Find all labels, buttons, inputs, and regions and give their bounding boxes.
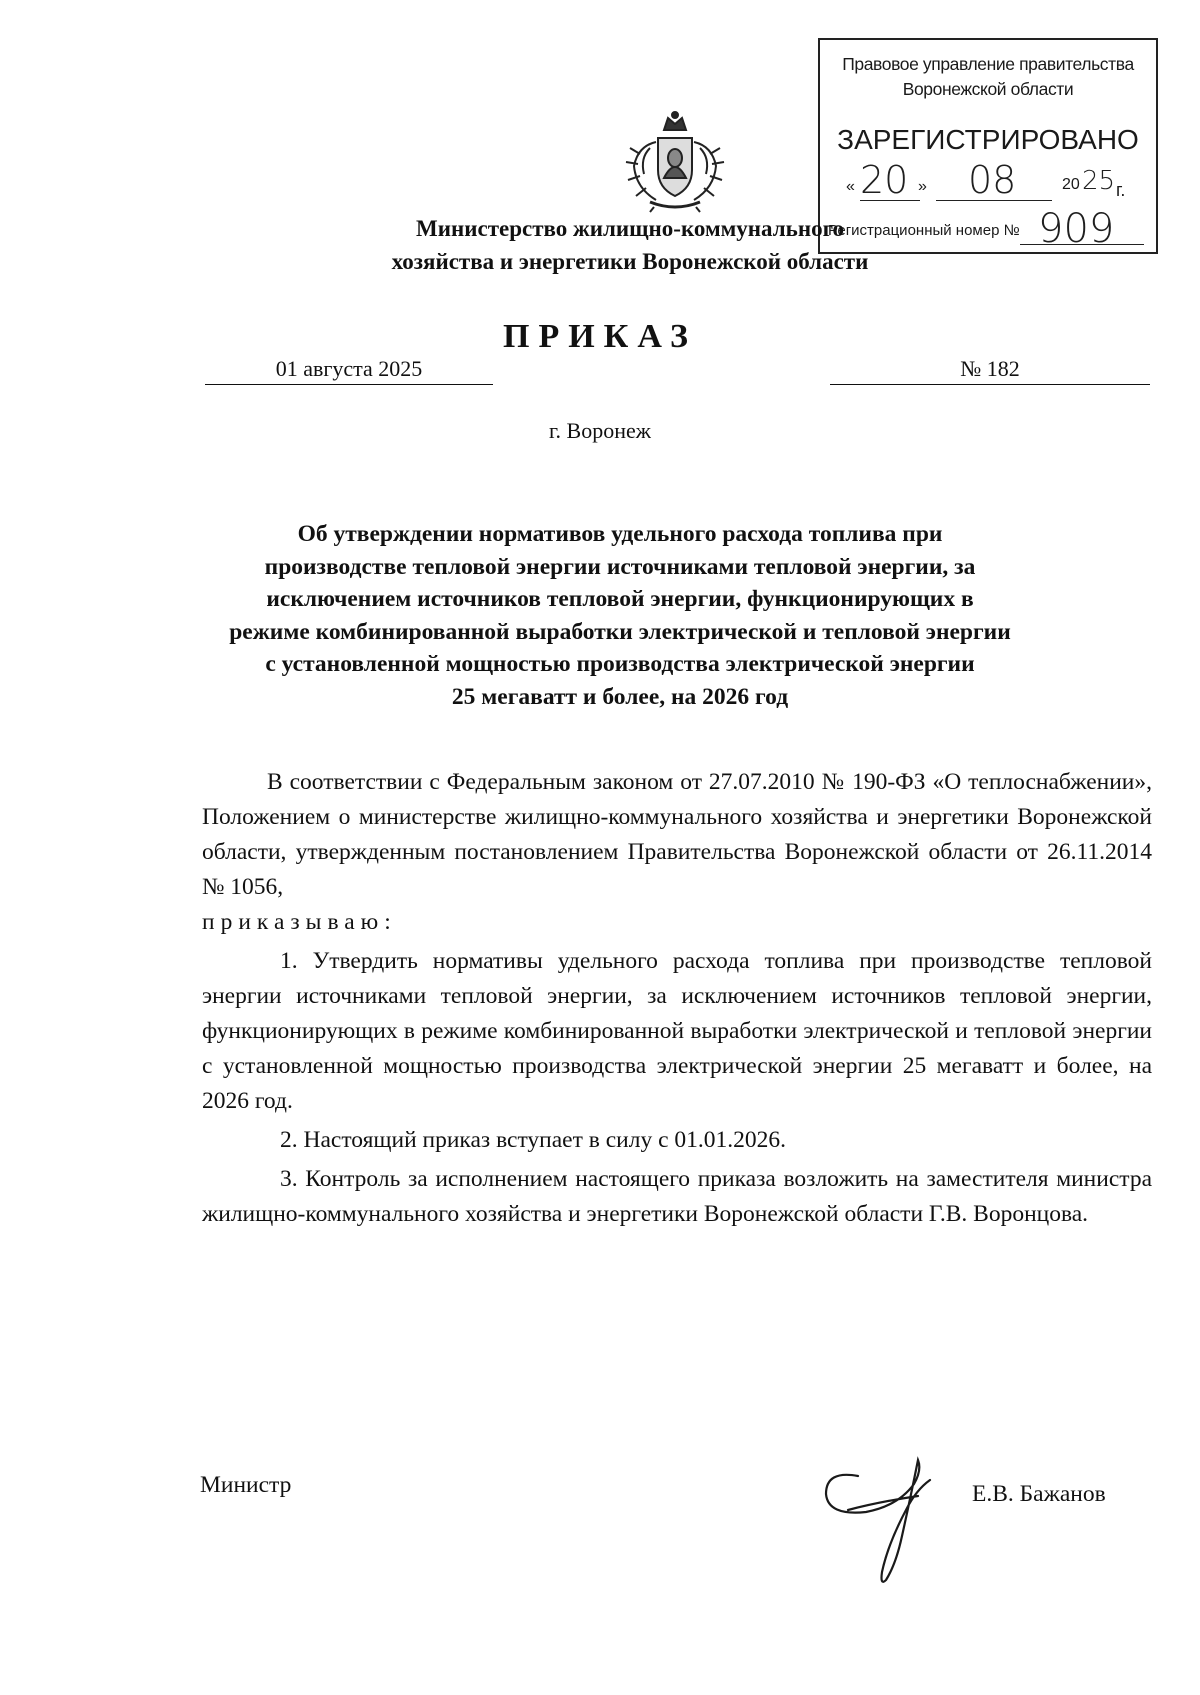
order-item-2: 2. Настоящий приказ вступает в силу с 01.01.2026. — [280, 1127, 787, 1153]
signatory-name: Е.В. Бажанов — [972, 1481, 1106, 1507]
subject-line5: с установленной мощностью производства электрической энергии — [265, 651, 975, 677]
subject-line1: Об утверждении нормативов удельного расхода топлива при — [297, 521, 943, 547]
signatory-title: Министр — [200, 1472, 292, 1498]
order-item-1: 1. Утвердить нормативы удельного расхода топлива при производстве тепловой энергии источниками тепловой энергии, за исключением источников тепловой энергии, функционирующих в режиме комбинированной выработки электрической и тепловой энергии с установленной мощностью производства электрической энергии 25 мегаватт и более, на 2026 год. — [202, 948, 1152, 1114]
stamp-day-underline — [860, 200, 920, 201]
stamp-organization — [820, 52, 1156, 102]
ministry-heading — [330, 212, 930, 278]
stamp-date-month: 08 — [968, 158, 1017, 202]
order-body — [202, 765, 1152, 1232]
stamp-reg-number: 909 — [1038, 206, 1115, 252]
stamp-date-close-quote: » — [918, 178, 927, 195]
order-city: г. Воронеж — [549, 418, 651, 443]
coat-of-arms-emblem — [620, 108, 730, 218]
subject-line2: производстве тепловой энергии источниками тепловой энергии, за — [264, 553, 976, 580]
stamp-year-prefix: 20 — [1062, 176, 1080, 193]
handwritten-signature — [818, 1440, 958, 1590]
stamp-year-g: г. — [1116, 180, 1126, 200]
stamp-reg-number-label: Регистрационный номер № — [828, 222, 1020, 239]
ministry-line1: Министерство жилищно-коммунального — [416, 216, 844, 241]
order-subject — [190, 518, 1050, 713]
preamble-paragraph: В соответствии с Федеральным законом от 27.07.2010 № 190-ФЗ «О теплоснабжении», Положением о министерстве жилищно-коммунального хозяйства и энергетики Воронежской области, утвержденным постановлением Правительства Воронежской области от 26.11.2014 № 1056, — [202, 769, 1152, 900]
order-item-3: 3. Контроль за исполнением настоящего приказа возложить на заместителя министра жилищно-коммунального хозяйства и энергетики Воронежской области Г.В. Воронцова. — [202, 1166, 1152, 1227]
order-date: 01 августа 2025 — [205, 356, 493, 385]
ministry-line2: хозяйства и энергетики Воронежской области — [391, 249, 869, 274]
subject-line3: исключением источников тепловой энергии, функционирующих в — [266, 586, 974, 612]
subject-line4: режиме комбинированной выработки электрической и тепловой энергии — [229, 618, 1011, 645]
order-title: ПРИКАЗ — [503, 318, 697, 355]
stamp-date-open-quote: « — [846, 178, 855, 195]
stamp-org-line1: Правовое управление правительства — [842, 54, 1134, 74]
stamp-org-line2: Воронежской области — [902, 79, 1074, 99]
stamp-year-suffix: 25 — [1082, 166, 1116, 196]
stamp-reg-underline — [1020, 244, 1144, 245]
order-word: приказываю: — [202, 909, 397, 935]
stamp-date-day: 20 — [860, 158, 909, 202]
order-number: № 182 — [830, 356, 1150, 385]
subject-line6: 25 мегаватт и более, на 2026 год — [451, 683, 789, 710]
stamp-month-underline — [936, 200, 1052, 201]
stamp-registered-label: ЗАРЕГИСТРИРОВАНО — [837, 124, 1139, 155]
